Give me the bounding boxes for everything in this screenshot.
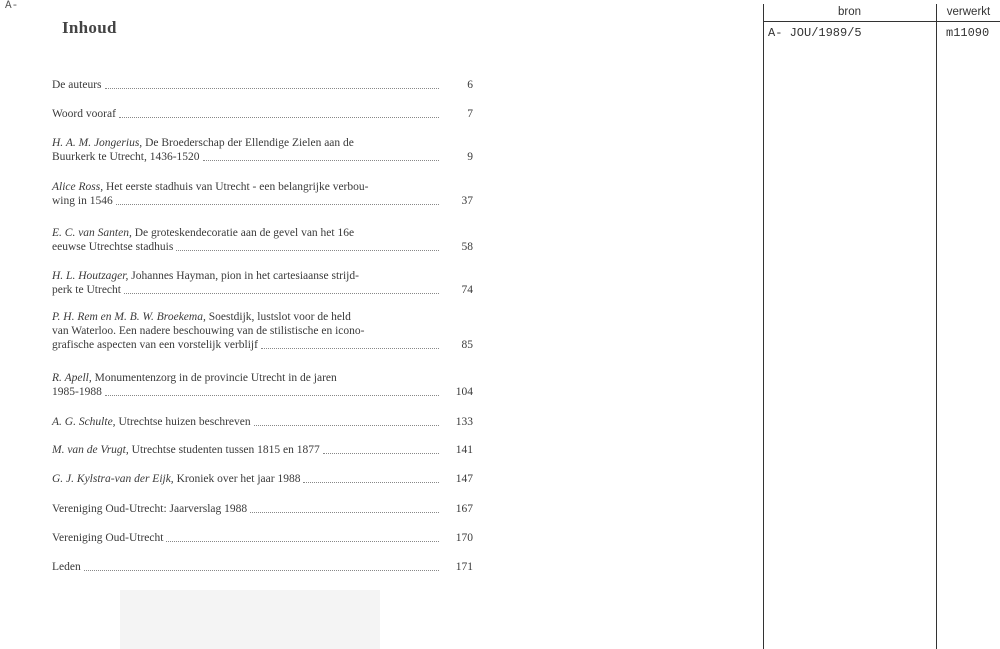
- corner-mark: A-: [5, 0, 19, 12]
- toc-entry-title: Soestdijk, lustslot voor de held: [205, 311, 351, 323]
- table-of-contents: [52, 14, 477, 573]
- toc-entry-page: 7: [467, 108, 473, 120]
- toc-entry: [52, 180, 473, 208]
- toc-entry-page: 85: [461, 339, 473, 351]
- toc-entry-title: Vereniging Oud-Utrecht: [52, 532, 164, 544]
- toc-entry-title: eeuwse Utrechtse stadhuis: [52, 241, 174, 253]
- toc-title: Inhoud: [62, 18, 117, 37]
- dot-leader: [203, 159, 439, 161]
- toc-entry: [52, 107, 473, 121]
- dot-leader: [250, 511, 439, 513]
- cell-bron: A- JOU/1989/5: [768, 26, 862, 40]
- toc-entry-page: 147: [455, 473, 473, 485]
- dot-leader: [124, 292, 439, 294]
- header-verwerkt: verwerkt: [946, 6, 991, 18]
- toc-entry-author: R. Apell,: [52, 372, 92, 384]
- toc-entry-page: 6: [467, 79, 473, 91]
- toc-entry-title: Monumentenzorg in de provincie Utrecht in de jaren: [91, 372, 337, 384]
- toc-entry-title: wing in 1546: [52, 195, 113, 207]
- toc-entry-title: Buurkerk te Utrecht, 1436-1520: [52, 151, 200, 163]
- toc-entry-author: G. J. Kylstra-van der Eijk,: [52, 473, 174, 485]
- toc-entry-title: Utrechtse studenten tussen 1815 en 1877: [128, 444, 320, 456]
- toc-entry-title: Woord vooraf: [52, 108, 116, 120]
- toc-entry-author: P. H. Rem en M. B. W. Broekema,: [52, 311, 206, 323]
- dot-leader: [176, 249, 439, 251]
- cell-verwerkt: m11090: [946, 26, 990, 40]
- header-divider: [763, 21, 1000, 22]
- table-column-divider: [936, 4, 937, 649]
- toc-entry-title: De groteskendecoratie aan de gevel van het 16e: [131, 227, 355, 239]
- toc-entry: [52, 310, 473, 352]
- toc-entry-title: Vereniging Oud-Utrecht: Jaarverslag 1988: [52, 503, 248, 515]
- dot-leader: [261, 347, 439, 349]
- source-register-table: [763, 4, 1000, 649]
- toc-entry: [52, 472, 473, 486]
- toc-entry: [52, 560, 473, 574]
- toc-entry-page: 74: [461, 284, 473, 296]
- toc-entry-author: E. C. van Santen,: [52, 227, 132, 239]
- toc-entry-page: 171: [455, 561, 473, 573]
- dot-leader: [254, 424, 439, 426]
- toc-entry-title: perk te Utrecht: [52, 284, 121, 296]
- toc-entry-title: De auteurs: [52, 79, 102, 91]
- toc-entry-author: H. A. M. Jongerius,: [52, 137, 143, 149]
- toc-entry-page: 167: [455, 503, 473, 515]
- toc-entry-title: De Broederschap der Ellendige Zielen aan de: [142, 137, 354, 149]
- dot-leader: [116, 203, 439, 205]
- toc-entry-title: Utrechtse huizen beschreven: [115, 416, 251, 428]
- toc-entry: [52, 415, 473, 429]
- toc-entry-page: 141: [455, 444, 473, 456]
- dot-leader: [323, 452, 439, 454]
- toc-entry-author: M. van de Vrugt,: [52, 444, 129, 456]
- toc-entry: [52, 78, 473, 92]
- toc-entry-title: Kroniek over het jaar 1988: [173, 473, 301, 485]
- header-bron: bron: [837, 6, 862, 18]
- toc-entry: [52, 226, 473, 254]
- toc-entry-author: Alice Ross,: [52, 181, 104, 193]
- dot-leader: [105, 87, 440, 89]
- toc-entry-page: 58: [461, 241, 473, 253]
- dot-leader: [84, 569, 439, 571]
- toc-entry: [52, 269, 473, 297]
- toc-entry-title: Johannes Hayman, pion in het cartesiaanse strijd-: [128, 270, 359, 282]
- toc-entry: [52, 371, 473, 399]
- toc-entry-title: 1985-1988: [52, 386, 102, 398]
- dot-leader: [303, 481, 439, 483]
- toc-entry-page: 104: [455, 386, 473, 398]
- table-left-border: [763, 4, 764, 649]
- scan-shadow: [120, 590, 380, 649]
- toc-entry: [52, 443, 473, 457]
- dot-leader: [105, 394, 439, 396]
- toc-entry-title: Leden: [52, 561, 81, 573]
- toc-entry: [52, 531, 473, 545]
- toc-entry-page: 170: [455, 532, 473, 544]
- toc-entry-page: 9: [467, 151, 473, 163]
- toc-entry-page: 37: [461, 195, 473, 207]
- dot-leader: [166, 540, 439, 542]
- toc-entry-title: grafische aspecten van een vorstelijk verblijf: [52, 339, 258, 351]
- toc-entry-author: H. L. Houtzager,: [52, 270, 129, 282]
- toc-entry: [52, 502, 473, 516]
- toc-entry-title: Het eerste stadhuis van Utrecht - een belangrijke verbou-: [103, 181, 369, 193]
- toc-entry: [52, 136, 473, 164]
- toc-entry-author: A. G. Schulte,: [52, 416, 116, 428]
- toc-entry-title: van Waterloo. Een nadere beschouwing van de stilistische en icono-: [52, 325, 365, 337]
- toc-entry-page: 133: [455, 416, 473, 428]
- dot-leader: [119, 116, 439, 118]
